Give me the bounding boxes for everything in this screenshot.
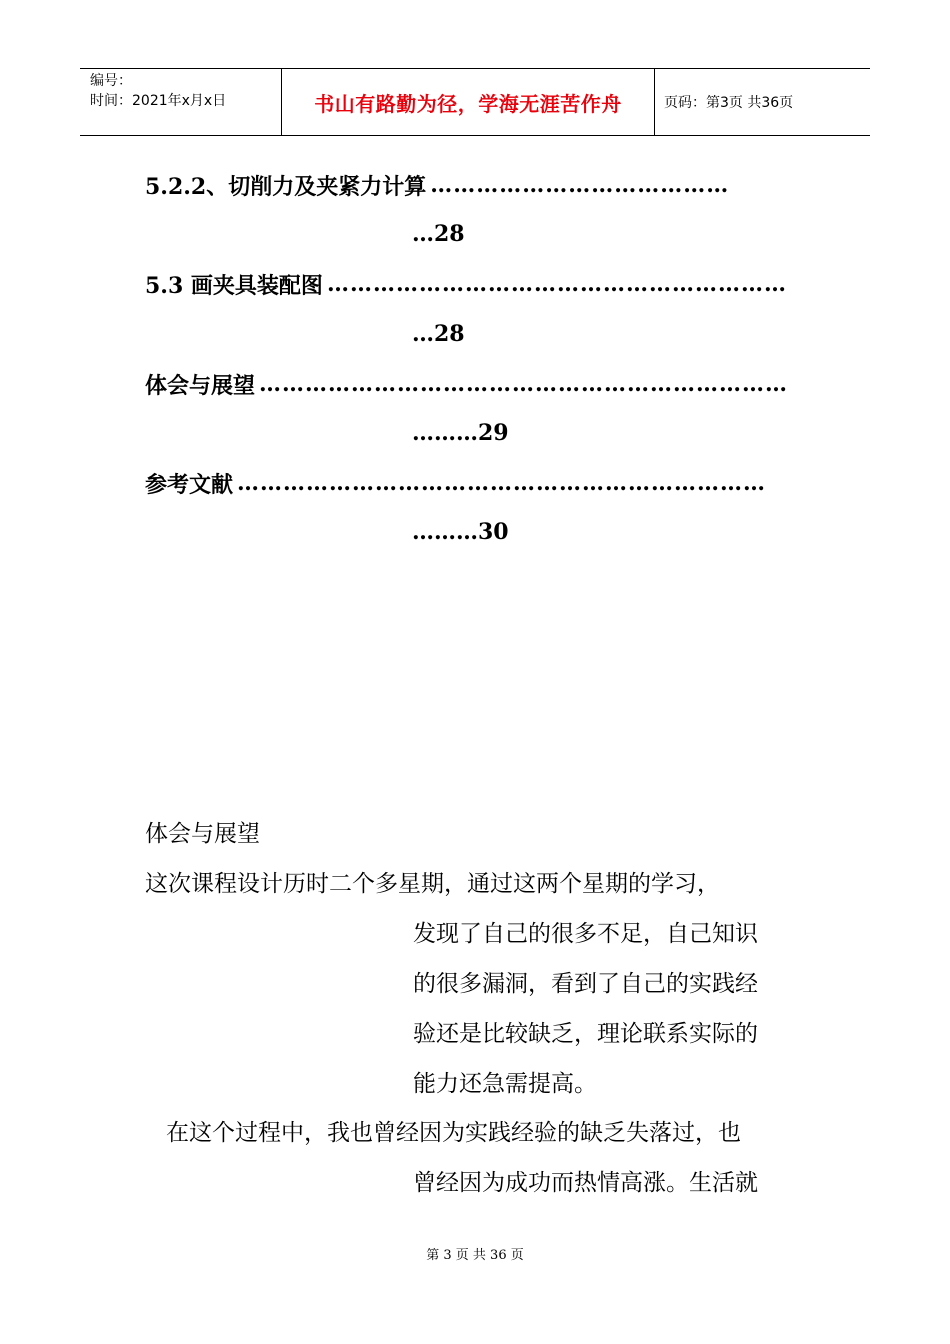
paragraph-line: 发现了自己的很多不足，自己知识	[413, 920, 758, 947]
paragraph-line: 验还是比较缺乏，理论联系实际的	[413, 1020, 758, 1047]
toc-entry-leader: ……………………………………………………………	[259, 371, 789, 397]
toc-entry-leader: ……………………………………………………	[326, 271, 787, 297]
section-title: 体会与展望	[145, 820, 260, 847]
toc-entry-label: 5.3 画夹具装配图	[145, 272, 323, 299]
header-page-info: 页码：第3页 共36页	[664, 95, 794, 111]
toc-entry-page: …28	[412, 221, 465, 247]
header-number: 编号：	[90, 73, 132, 89]
toc-entry-label: 参考文献	[145, 471, 234, 498]
paragraph-line: 的很多漏洞，看到了自己的实践经	[413, 970, 758, 997]
header-motto	[282, 69, 655, 135]
toc-entry-leader: …………………………………	[430, 172, 730, 198]
toc-entry-leader: ……………………………………………………………	[237, 470, 767, 496]
paragraph-line: 曾经因为成功而热情高涨。生活就	[413, 1169, 758, 1196]
toc-entry	[145, 269, 805, 299]
toc-entry	[145, 170, 805, 200]
header-meta	[80, 69, 282, 135]
paragraph-line: 能力还急需提高。	[413, 1070, 597, 1097]
toc-entry	[145, 369, 805, 399]
page-footer: 第 3 页 共 36 页	[426, 1248, 524, 1263]
toc-entry-page: …28	[412, 321, 465, 347]
toc-entry-label: 体会与展望	[145, 372, 256, 399]
toc-entry-page: ………29	[412, 420, 509, 446]
page-header	[80, 68, 870, 136]
header-time: 时间：2021年x月x日	[90, 93, 227, 109]
header-motto-text: 书山有路勤为径，学海无涯苦作舟	[314, 91, 622, 116]
paragraph-line: 这次课程设计历时二个多星期，通过这两个星期的学习，	[145, 870, 720, 897]
toc-entry-page: ………30	[412, 519, 509, 545]
toc-entry	[145, 468, 805, 498]
paragraph-line: 在这个过程中，我也曾经因为实践经验的缺乏失落过，也	[166, 1119, 741, 1146]
toc-entry-label: 5.2.2、切削力及夹紧力计算	[145, 173, 427, 200]
